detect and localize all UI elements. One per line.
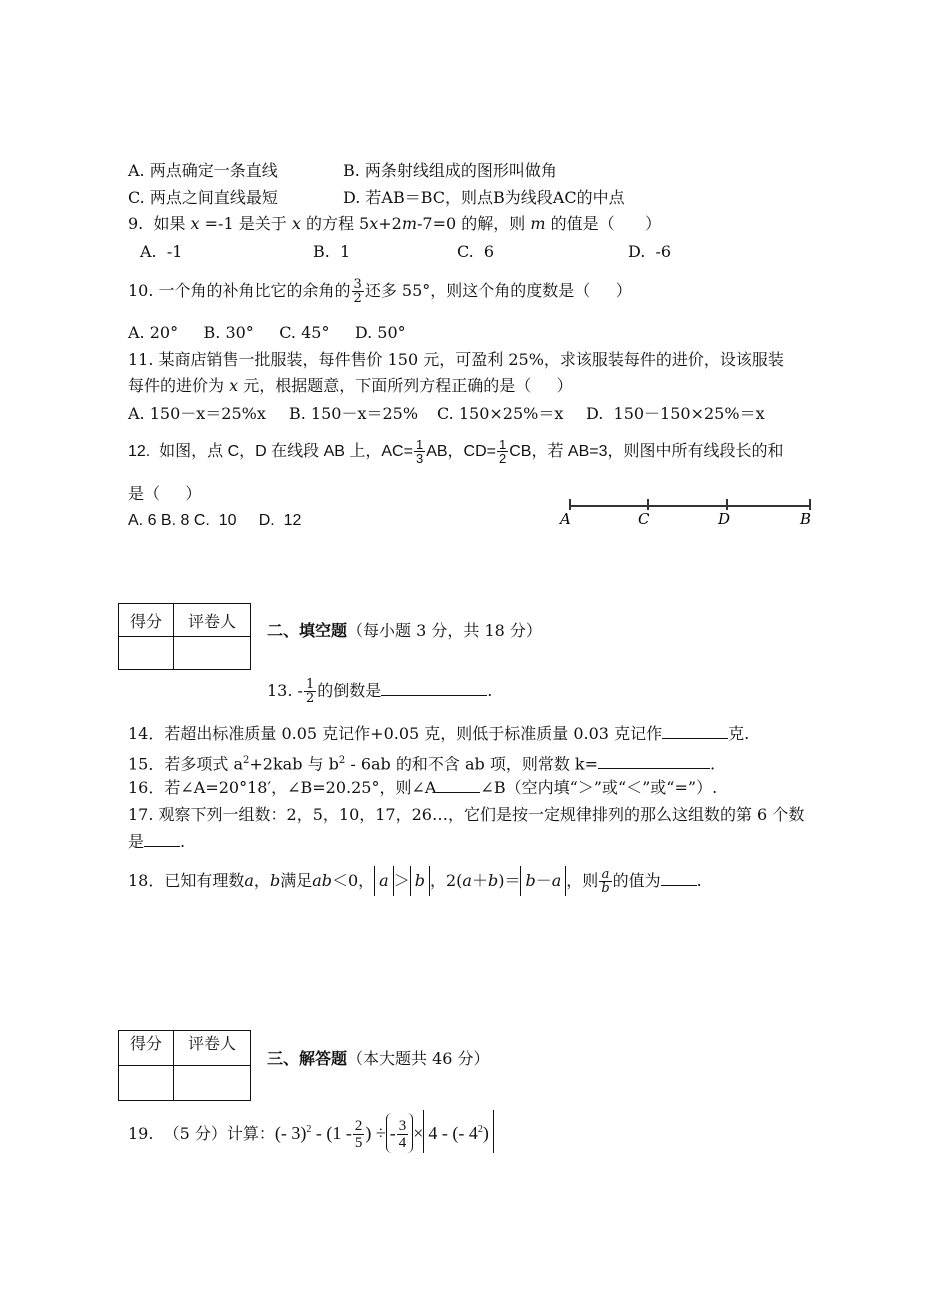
grader-label: 评卷人 <box>174 604 251 637</box>
q10-stem: 10. 一个角的补角比它的余角的 $\frac{3}{2}$ 还多 55°，则这个角的度数是（ ） <box>128 277 632 306</box>
q11-line2: 每件的进价为 x 元，根据题意，下面所列方程正确的是（ ） <box>128 376 573 395</box>
q14-stem: 14．若超出标准质量 0.05 克记作+0.05 克，则低于标准质量 0.03 克记作 克. <box>128 724 750 743</box>
section2-title: 二、填空题（每小题 3 分，共 18 分） <box>267 621 542 640</box>
point-label-d: D <box>718 510 731 528</box>
grader-label: 评卷人 <box>174 1031 251 1066</box>
q8-option-a: A. 两点确定一条直线 <box>128 161 278 180</box>
score-cell[interactable] <box>119 637 174 670</box>
section3-title: 三、解答题（本大题共 46 分） <box>267 1049 490 1068</box>
q9-option-a: A. -1 <box>140 242 183 261</box>
q9-option-d: D. -6 <box>628 242 672 261</box>
segment-figure <box>552 494 822 530</box>
q11-line1: 11. 某商店销售一批服装，每件售价 150 元，可盈利 25%，求该服装每件的进价，设该服装 <box>128 350 784 369</box>
score-label: 得分 <box>119 1031 174 1066</box>
q8-option-d: D. 若AB＝BC，则点B为线段AC的中点 <box>343 188 625 207</box>
score-cell[interactable] <box>119 1066 174 1101</box>
q18-answer-blank[interactable] <box>661 871 697 886</box>
q13-stem: 13. - $\frac{1}{2}$ 的倒数是 . <box>267 677 493 706</box>
q13-answer-blank[interactable] <box>381 681 487 696</box>
q16-stem: 16．若∠A=20°18′，∠B=20.25°，则∠A ∠B（空内填“＞”或“＜”或“=”）. <box>128 778 718 797</box>
q9-stem: 9. 如果 x =-1 是关于 x 的方程 5x+2m-7=0 的解，则 m 的值是（ ） <box>128 214 662 233</box>
q11-option-b: B. 150－x＝25% <box>289 404 419 423</box>
q18-stem: 18．已知有理数a，b满足ab＜0， a ＞ b ，2(a＋b)＝ b－a ，则 $\frac{a}{b}$ 的值为 . <box>128 867 702 896</box>
q8-option-b: B. 两条射线组成的图形叫做角 <box>343 161 557 180</box>
point-label-c: C <box>638 510 650 528</box>
q10-options: A. 20° B. 30° C. 45° D. 50° <box>128 323 406 342</box>
q11-option-d: D. 150－150×25%＝x <box>586 404 765 423</box>
grader-cell[interactable] <box>174 1066 251 1101</box>
fraction: $\frac{3}{2}$ <box>353 277 362 306</box>
q17-line2: 是 . <box>128 832 186 851</box>
score-label: 得分 <box>119 604 174 637</box>
q11-option-a: A. 150－x＝25%x <box>128 404 266 423</box>
score-box-section2 <box>118 603 251 670</box>
q12-stem: 12. 如图，点 C，D 在线段 AB 上，AC= $\frac{1}{3}$ AB，CD= $\frac{1}{2}$ CB，若 AB=3，则图中所有线段长的和 <box>128 437 784 467</box>
q15-stem: 15．若多项式 $a^2+2kab$ 与 $b^2 - 6ab$ 的和不含 ab 项，则常数 k= . <box>128 754 716 774</box>
q15-answer-blank[interactable] <box>598 754 710 769</box>
q17-line1: 17. 观察下列一组数：2，5，10，17，26…，它们是按一定规律排列的那么这组数的第 6 个数 <box>128 805 805 824</box>
q9-option-c: C. 6 <box>457 242 495 261</box>
q17-answer-blank[interactable] <box>144 832 180 847</box>
q14-answer-blank[interactable] <box>662 724 728 739</box>
q12-options: A. 6 B. 8 C. 10 D. 12 <box>128 512 302 529</box>
score-box-section3 <box>118 1030 251 1101</box>
q9-option-b: B. 1 <box>313 242 351 261</box>
q8-option-c: C. 两点之间直线最短 <box>128 188 278 207</box>
point-label-a: A <box>560 510 571 528</box>
point-label-b: B <box>800 510 812 528</box>
q19-stem: 19. （5 分）计算：(- 3)$^2$ - (1 - $\frac{2}{5}$ ) ÷ - $\frac{3}{4}$ × 4 - (- $4^2$) <box>128 1110 494 1154</box>
grader-cell[interactable] <box>174 637 251 670</box>
q12-line2: 是（ ） <box>128 484 202 503</box>
q16-answer-blank[interactable] <box>436 778 480 793</box>
q11-option-c: C. 150×25%＝x <box>437 404 564 423</box>
